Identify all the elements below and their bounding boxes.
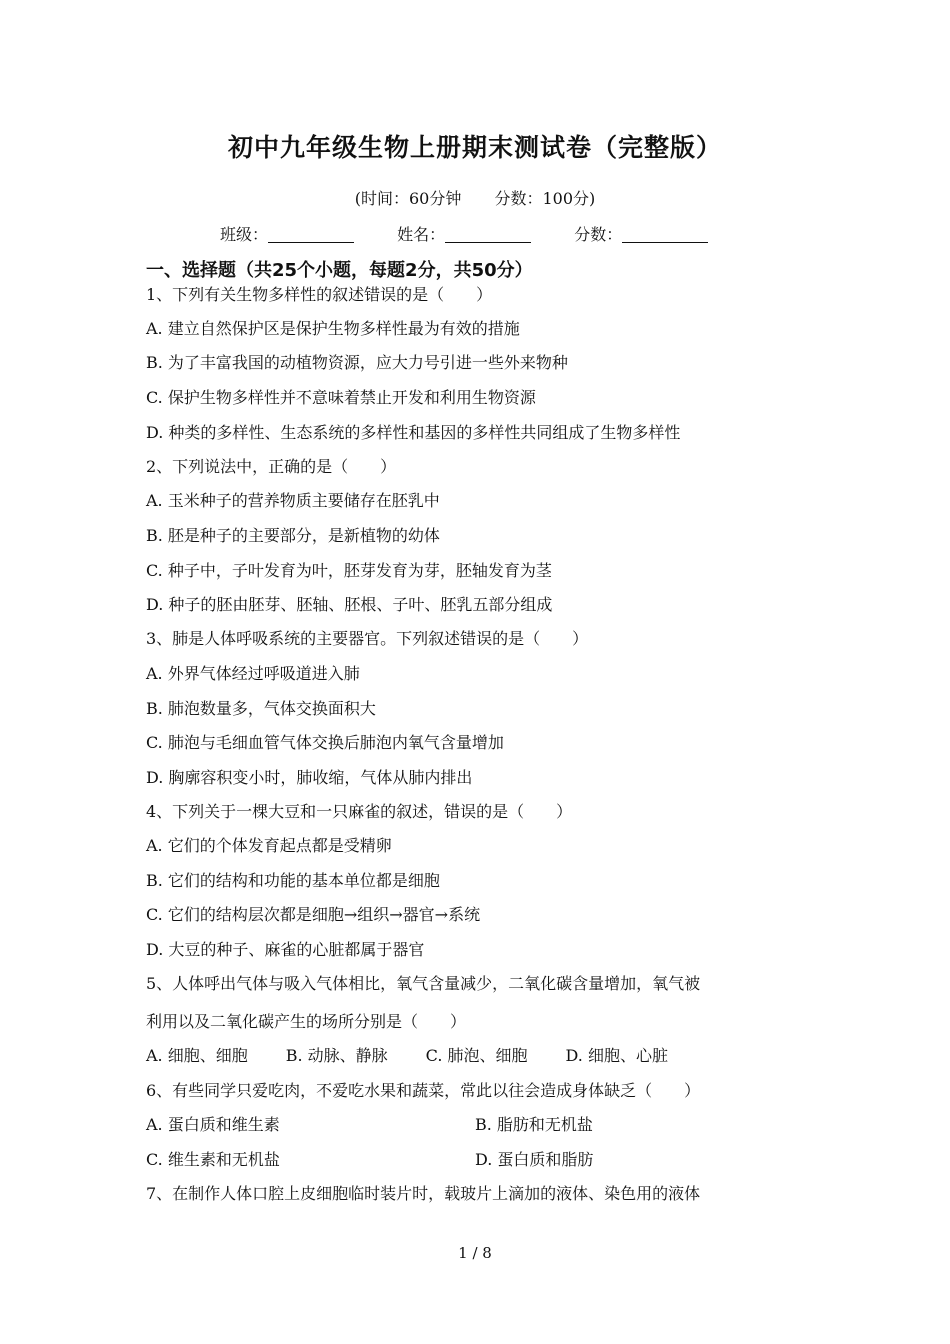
question-7-stem: 7、在制作人体口腔上皮细胞临时装片时，载玻片上滴加的液体、染色用的液体: [146, 1184, 701, 1203]
exam-total-score: 分数：100分): [494, 189, 596, 208]
question-4-stem: 4、下列关于一棵大豆和一只麻雀的叙述，错误的是（ ）: [146, 802, 573, 821]
question-3-option-a: A. 外界气体经过呼吸道进入肺: [146, 664, 360, 683]
question-1-option-b: B. 为了丰富我国的动植物资源，应大力号引进一些外来物种: [146, 353, 568, 372]
class-blank: [268, 226, 354, 243]
question-6-stem: 6、有些同学只爱吃肉，不爱吃水果和蔬菜，常此以往会造成身体缺乏（ ）: [146, 1081, 701, 1100]
question-6-option-b: B. 脂肪和无机盐: [475, 1115, 593, 1134]
exam-time: (时间：60分钟: [354, 189, 462, 208]
question-1-option-c: C. 保护生物多样性并不意味着禁止开发和利用生物资源: [146, 388, 536, 407]
question-2-option-d: D. 种子的胚由胚芽、胚轴、胚根、子叶、胚乳五部分组成: [146, 595, 553, 614]
question-4-option-c: C. 它们的结构层次都是细胞→组织→器官→系统: [146, 905, 481, 924]
section-heading: 一、选择题（共25个小题，每题2分，共50分）: [146, 260, 533, 281]
question-3-option-c: C. 肺泡与毛细血管气体交换后肺泡内氧气含量增加: [146, 733, 504, 752]
question-6-option-c: C. 维生素和无机盐: [146, 1150, 280, 1169]
question-5-stem-line-1: 5、人体呼出气体与吸入气体相比，氧气含量减少，二氧化碳含量增加，氧气被: [146, 974, 701, 993]
score-blank: [622, 226, 708, 243]
name-label: 姓名：: [397, 225, 446, 244]
score-field: [574, 222, 708, 245]
page-title: 初中九年级生物上册期末测试卷（完整版）: [227, 133, 722, 162]
student-info-fields: [220, 222, 746, 245]
page-number: 1 / 8: [458, 1244, 492, 1262]
question-1-option-a: A. 建立自然保护区是保护生物多样性最为有效的措施: [146, 319, 520, 338]
name-blank: [445, 226, 531, 243]
question-6-option-d: D. 蛋白质和脂肪: [475, 1150, 594, 1169]
question-5-stem-line-2: 利用以及二氧化碳产生的场所分别是（ ）: [146, 1012, 467, 1031]
question-4-option-a: A. 它们的个体发育起点都是受精卵: [146, 836, 392, 855]
question-2-option-c: C. 种子中，子叶发育为叶，胚芽发育为芽，胚轴发育为茎: [146, 561, 552, 580]
question-1-stem: 1、下列有关生物多样性的叙述错误的是（ ）: [146, 285, 493, 304]
exam-meta: [0, 186, 950, 209]
name-field: [397, 222, 531, 245]
question-1-option-d: D. 种类的多样性、生态系统的多样性和基因的多样性共同组成了生物多样性: [146, 423, 681, 442]
question-3-option-d: D. 胸廓容积变小时，肺收缩，气体从肺内排出: [146, 768, 473, 787]
question-5-option-b: B. 动脉、静脉: [285, 1046, 388, 1065]
class-label: 班级：: [220, 225, 269, 244]
question-5-option-c: C. 肺泡、细胞: [425, 1046, 528, 1065]
question-3-option-b: B. 肺泡数量多，气体交换面积大: [146, 699, 376, 718]
question-3-stem: 3、肺是人体呼吸系统的主要器官。下列叙述错误的是（ ）: [146, 629, 589, 648]
question-5-option-a: A. 细胞、细胞: [146, 1046, 248, 1065]
score-label: 分数：: [574, 225, 623, 244]
question-5-options: [146, 1043, 706, 1066]
question-4-option-b: B. 它们的结构和功能的基本单位都是细胞: [146, 871, 440, 890]
question-2-option-b: B. 胚是种子的主要部分，是新植物的幼体: [146, 526, 440, 545]
question-4-option-d: D. 大豆的种子、麻雀的心脏都属于器官: [146, 940, 425, 959]
question-2-option-a: A. 玉米种子的营养物质主要储存在胚乳中: [146, 491, 440, 510]
question-6-option-a: A. 蛋白质和维生素: [146, 1115, 280, 1134]
class-field: [220, 222, 354, 245]
question-5-option-d: D. 细胞、心脏: [565, 1046, 668, 1065]
question-2-stem: 2、下列说法中，正确的是（ ）: [146, 457, 397, 476]
